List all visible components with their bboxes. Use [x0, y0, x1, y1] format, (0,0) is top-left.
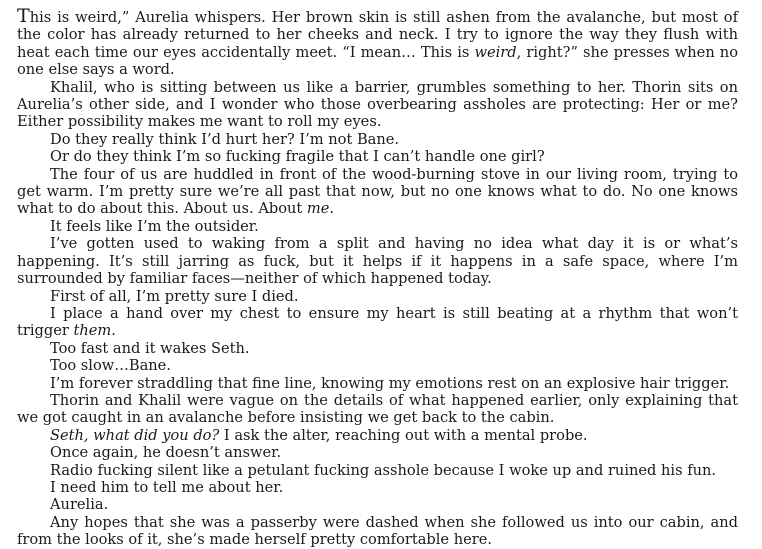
- paragraph-text: Too fast and it wakes Seth.: [50, 339, 250, 357]
- paragraph: [17, 427, 738, 444]
- paragraph-text: I’ve gotten used to waking from a split and having no idea what day it is or what’s happening. It’s still jarring as fuck, but it helps if it happens in a safe space, where I’m surrounded by familiar faces—neither of which happened today.: [17, 235, 738, 288]
- paragraph-text: I need him to tell me about her.: [50, 478, 284, 496]
- paragraph-text: I’m forever straddling that fine line, knowing my emotions rest on an explosive hair trigger.: [50, 374, 730, 392]
- paragraph-text: Radio fucking silent like a petulant fucking asshole because I woke up and ruined his fun.: [50, 461, 717, 479]
- paragraph-text: It feels like I’m the outsider.: [50, 217, 259, 235]
- paragraph-text: .: [111, 322, 116, 340]
- paragraph: [17, 305, 738, 340]
- paragraph-text: .: [329, 200, 335, 218]
- paragraph: [17, 148, 738, 165]
- paragraph-text: Khalil, who is sitting between us like a barrier, grumbles something to her. Thorin sits on Aurelia’s other side, and I wonder who those overbearing assholes are protecting: Her or me? Either possibility makes me want to roll my eyes.: [17, 78, 738, 131]
- paragraph-text: Do they really think I’d hurt her? I’m not Bane.: [50, 130, 400, 148]
- paragraph-text: I ask the alter, reaching out with a mental probe.: [219, 426, 588, 444]
- paragraph: [17, 5, 738, 79]
- book-page: [17, 5, 738, 549]
- paragraph-text: I place a hand over my chest to ensure my heart is still beating at a rhythm that won’t trigger: [17, 304, 738, 340]
- emphasis-text: weird: [474, 43, 517, 61]
- drop-cap: T: [17, 5, 30, 27]
- paragraph-text: Once again, he doesn’t answer.: [50, 444, 282, 462]
- paragraph-text: The four of us are huddled in front of the wood-burning stove in our living room, trying to get warm. I’m pretty sure we’re all past that now, but no one knows what to do. No one knows what to do about this. About us. About: [17, 165, 738, 218]
- emphasis-text: Seth, what did you do?: [50, 426, 220, 444]
- paragraph: [17, 340, 738, 357]
- paragraph-text: First of all, I’m pretty sure I died.: [50, 287, 299, 305]
- paragraph: [17, 79, 738, 131]
- paragraph: [17, 288, 738, 305]
- paragraph-text: his is weird,” Aurelia whispers. Her brown skin is still ashen from the avalanche, but most of the color has already returned to her cheeks and neck. I try to ignore the way they flush with heat each time our eyes accidentally meet. “I mean… This is: [17, 9, 738, 61]
- paragraph: [17, 131, 738, 148]
- paragraph: [17, 444, 738, 461]
- paragraph: [17, 357, 738, 374]
- paragraph: [17, 496, 738, 513]
- paragraph-text: Too slow…Bane.: [50, 357, 171, 375]
- emphasis-text: them: [73, 322, 112, 340]
- paragraph: [17, 514, 738, 549]
- paragraph: [17, 392, 738, 427]
- paragraph-text: Any hopes that she was a passerby were dashed when she followed us into our cabin, and from the looks of it, she’s made herself pretty comfortable here.: [17, 513, 738, 549]
- paragraph-text: Or do they think I’m so fucking fragile that I can’t handle one girl?: [50, 148, 545, 166]
- paragraph-text: , right?” she presses when no one else says a word.: [17, 43, 738, 79]
- paragraph: [17, 218, 738, 235]
- paragraph: [17, 462, 738, 479]
- paragraph: [17, 166, 738, 218]
- paragraph-text: Thorin and Khalil were vague on the details of what happened earlier, only explaining that we got caught in an avalanche before insisting we get back to the cabin.: [17, 391, 738, 427]
- paragraph: [17, 375, 738, 392]
- emphasis-text: me: [306, 200, 330, 218]
- paragraph-text: Aurelia.: [50, 496, 109, 514]
- paragraph: [17, 235, 738, 287]
- paragraph: [17, 479, 738, 496]
